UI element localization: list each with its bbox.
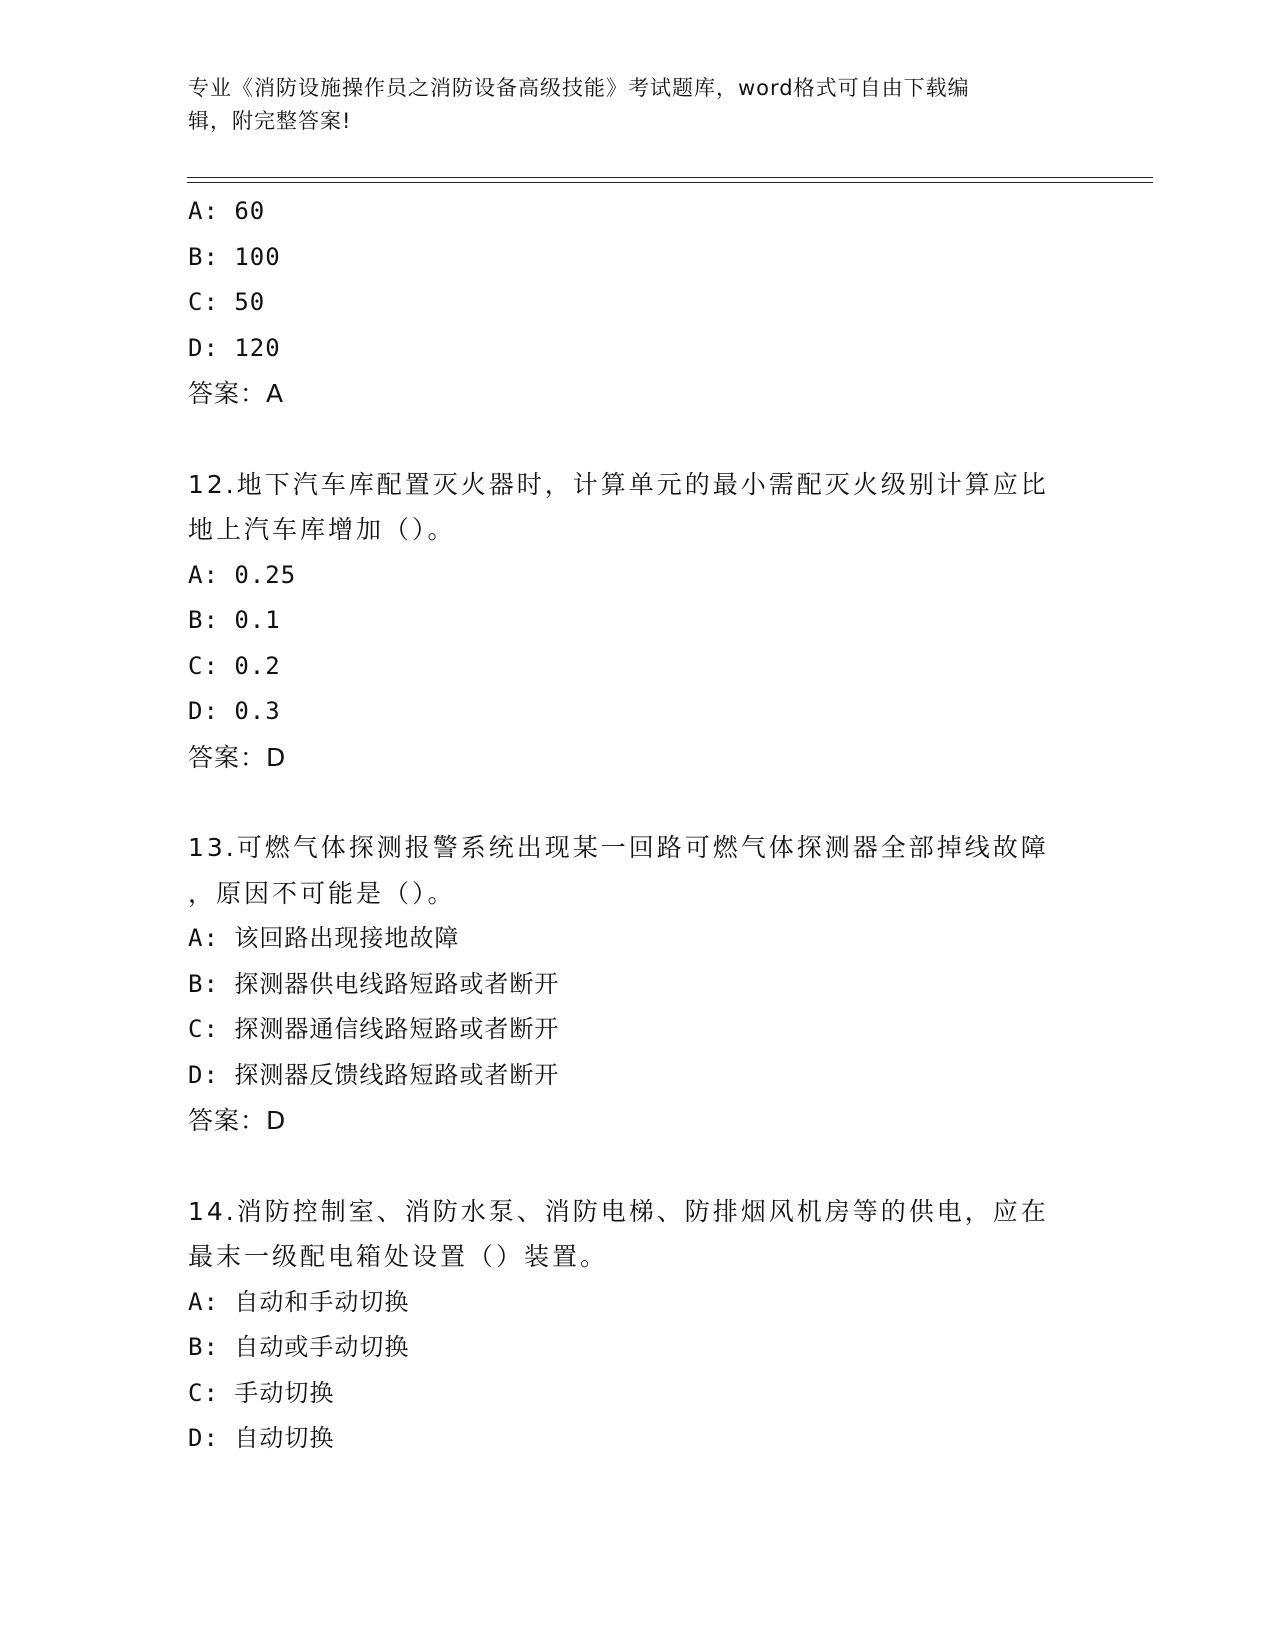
header-line-2: 辑，附完整答案! (188, 109, 352, 133)
option-c: C: 手动切换 (188, 1378, 335, 1407)
question-text-line-2: ，原因不可能是（）。 (188, 878, 456, 908)
option-a: A: 自动和手动切换 (188, 1287, 410, 1316)
question-text-line-2: 最末一级配电箱处设置（）装置。 (188, 1242, 609, 1271)
question-text-line-2: 地上汽车库增加（）。 (188, 515, 456, 544)
option-a: A: 0.25 (188, 560, 297, 589)
option-a: A: 60 (188, 197, 266, 225)
header-line-1: 专业《消防设施操作员之消防设备高级技能》考试题库，word格式可自由下载编 (188, 76, 970, 100)
question-13 (188, 825, 1088, 1144)
option-b: B: 100 (188, 242, 281, 271)
question-text-line-1: 14.消防控制室、消防水泵、消防电梯、防排烟风机房等的供电，应在 (188, 1196, 1049, 1226)
option-c: C: 0.2 (188, 651, 281, 680)
option-a: A: 该回路出现接地故障 (188, 924, 460, 952)
answer: 答案：D (188, 742, 287, 772)
option-b: B: 自动或手动切换 (188, 1333, 410, 1361)
option-c: C: 探测器通信线路短路或者断开 (188, 1015, 560, 1043)
question-12 (188, 462, 1088, 781)
question-list (188, 189, 1088, 1462)
answer: 答案：D (188, 1106, 287, 1135)
option-d: D: 0.3 (188, 697, 281, 725)
option-b: B: 探测器供电线路短路或者断开 (188, 969, 560, 998)
header-rule-top (187, 177, 1153, 178)
question-14 (188, 1189, 1088, 1462)
option-c: C: 50 (188, 288, 266, 316)
option-d: D: 自动切换 (188, 1424, 335, 1452)
header-rule-bottom (187, 182, 1153, 183)
answer: 答案：A (188, 379, 285, 408)
option-d: D: 探测器反馈线路短路或者断开 (188, 1060, 560, 1089)
option-b: B: 0.1 (188, 606, 281, 634)
option-d: D: 120 (188, 333, 281, 362)
question-text-line-1: 13.可燃气体探测报警系统出现某一回路可燃气体探测器全部掉线故障 (188, 833, 1049, 862)
document-header (188, 72, 1068, 138)
question-text-line-1: 12.地下汽车库配置灭火器时，计算单元的最小需配灭火级别计算应比 (188, 469, 1049, 499)
question-11-continued (188, 189, 1088, 417)
